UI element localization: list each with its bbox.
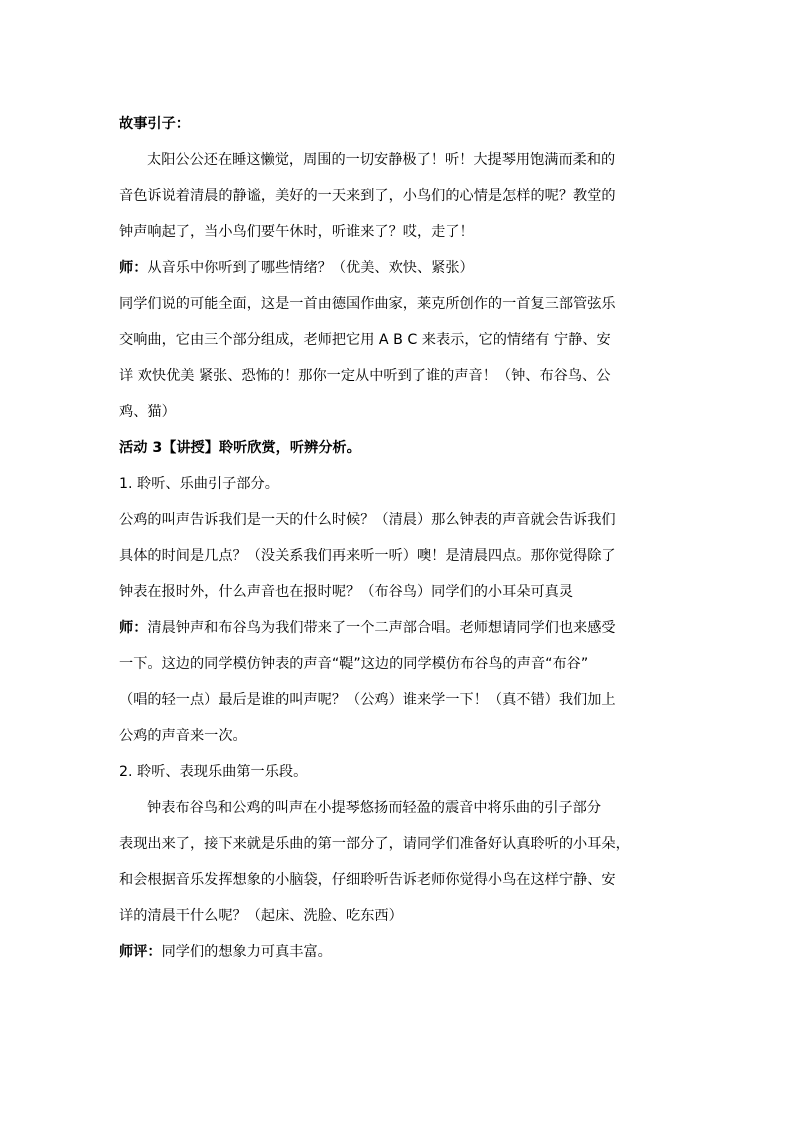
speaker-label-teacher: 师：	[119, 260, 148, 276]
paragraph-line: 一下。这边的同学模仿钟表的声音“鞮”这边的同学模仿布谷鸟的声音“布谷”	[119, 656, 589, 672]
paragraph-line: 太阳公公还在睡这懒觉，周围的一切安静极了！听！大提琴用饱满而柔和的	[147, 152, 616, 168]
teacher-question-line	[119, 250, 679, 286]
paragraph-line: 鸡、猫）	[119, 404, 176, 420]
speaker-label-teacher: 师：	[119, 620, 148, 636]
paragraph-line: 公鸡的声音来一次。	[119, 728, 247, 744]
paragraph-line: 钟声响起了，当小鸟们要午休时，听谁来了？哎，走了！	[119, 224, 474, 240]
document-body	[119, 106, 679, 970]
paragraph-line: （唱的轻一点）最后是谁的叫声呢？（公鸡）谁来学一下！（真不错）我们加上	[119, 692, 616, 708]
teacher-instruction-line	[119, 610, 679, 646]
teacher-comment-text: 同学们的想象力可真丰富。	[161, 944, 332, 960]
section-heading-activity-3: 活动 3【讲授】聆听欣赏，听辨分析。	[119, 440, 361, 456]
paragraph-line: 详的清晨干什么呢？（起床、洗脸、吃东西）	[119, 908, 403, 924]
paragraph-line: 钟表布谷鸟和公鸡的叫声在小提琴悠扬而轻盈的震音中将乐曲的引子部分	[147, 800, 602, 816]
teacher-comment-line	[119, 934, 679, 970]
paragraph-line: 表现出来了，接下来就是乐曲的第一部分了，请同学们准备好认真聆听的小耳朵，	[119, 836, 630, 852]
numbered-step-1: 1. 聆听、乐曲引子部分。	[119, 476, 279, 492]
paragraph-line: 公鸡的叫声告诉我们是一天的什么时候？（清晨）那么钟表的声音就会告诉我们	[119, 512, 616, 528]
teacher-question-text: 从音乐中你听到了哪些情绪？（优美、欢快、紧张）	[147, 260, 474, 276]
numbered-step-2: 2. 聆听、表现乐曲第一乐段。	[119, 764, 308, 780]
paragraph-line: 具体的时间是几点？（没关系我们再来听一听）噢！是清晨四点。那你觉得除了	[119, 548, 616, 564]
paragraph-line: 详 欢快优美 紧张、恐怖的！那你一定从中听到了谁的声音！（钟、布谷鸟、公	[119, 368, 611, 384]
paragraph-line: 同学们说的可能全面，这是一首由德国作曲家，莱克所创作的一首复三部管弦乐	[119, 296, 616, 312]
paragraph-line: 钟表在报时外，什么声音也在报时呢？（布谷鸟）同学们的小耳朵可真灵	[119, 584, 574, 600]
paragraph-line: 和会根据音乐发挥想象的小脑袋，仔细聆听告诉老师你觉得小鸟在这样宁静、安	[119, 872, 616, 888]
paragraph-line: 交响曲，它由三个部分组成，老师把它用 A B C 来表示，它的情绪有 宁静、安	[119, 332, 611, 348]
paragraph-line: 音色诉说着清晨的静谧，美好的一天来到了，小鸟们的心情是怎样的呢？教堂的	[119, 188, 616, 204]
speaker-label-teacher-comment: 师评：	[119, 944, 162, 960]
teacher-instruction-text: 清晨钟声和布谷鸟为我们带来了一个二声部合唱。老师想请同学们也来感受	[147, 620, 616, 636]
section-heading-story-intro: 故事引子：	[119, 116, 190, 132]
